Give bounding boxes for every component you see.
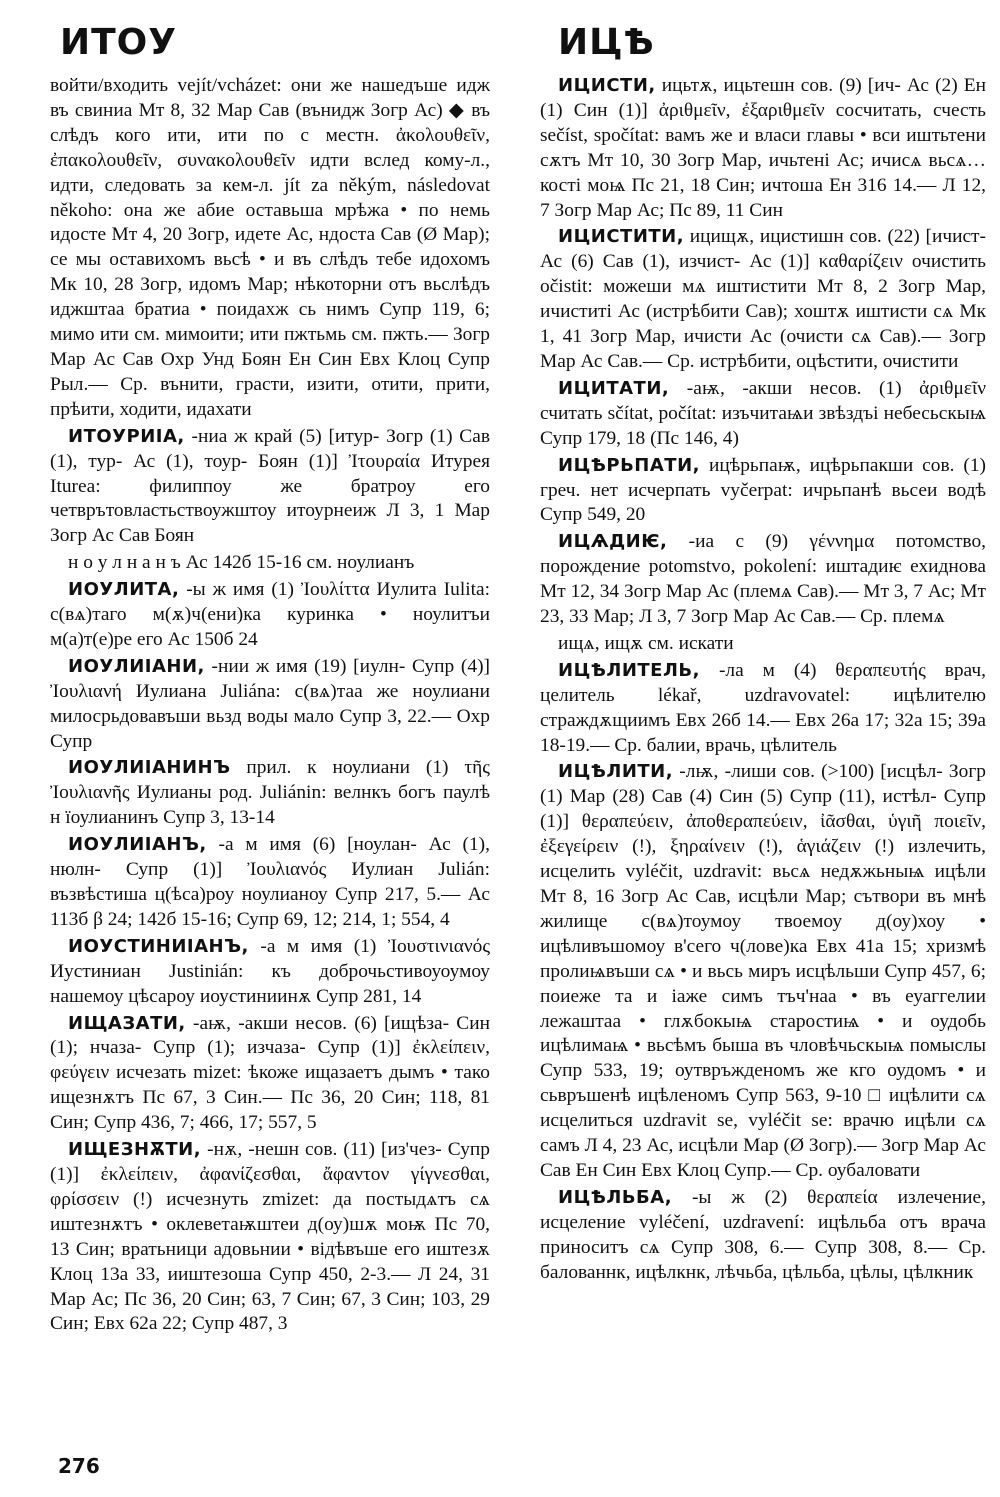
entry-text: н о у л н а н ъ Ас 142б 15-16 см. ноулианъ bbox=[68, 552, 415, 574]
dictionary-entry bbox=[540, 632, 986, 657]
page-number: 276 bbox=[58, 1454, 100, 1478]
dictionary-entry bbox=[50, 1138, 490, 1337]
dictionary-entry bbox=[50, 578, 490, 653]
dictionary-entry bbox=[50, 1012, 490, 1137]
entry-headword: ИТОУРИІА, bbox=[68, 425, 185, 447]
dictionary-entry bbox=[50, 935, 490, 1010]
entry-text: -аѭ, -акши несов. (1) ἀριθμεῖν считать sčítat, počítat: изъчитаѩи звѣздъі небесьскыѩ Супр 179, 18 (Пс 146, 4) bbox=[540, 377, 986, 449]
entry-headword: ИЦИСТИТИ, bbox=[558, 226, 685, 248]
entry-text: -ы ж (2) θεραπεία излечение, исцеление vyléčení, uzdravení: ицѣльба отъ врача приноситъ сѧ Супр 308, 6.— Супр 308, 8.— Ср. балованнк, ицѣлкнк, лѣчьба, цѣльба, цѣлы, цѣлкник bbox=[540, 1186, 986, 1283]
guide-word-right: ИЦѢ bbox=[558, 22, 655, 63]
guide-word-left: ИТОУ bbox=[60, 22, 178, 63]
entry-text: -ла м (4) θεραπευτής врач, целитель lékař, uzdravovatel: ицѣлителю страждѫщиимъ Евх 26б 14.— Евх 26а 17; 32а 15; 39а 18-19.— Ср. балии, врачь, цѣлитель bbox=[540, 659, 986, 756]
left-column bbox=[50, 74, 490, 1339]
dictionary-entry bbox=[50, 833, 490, 933]
entry-headword: ИЦИТАТИ, bbox=[558, 377, 670, 399]
dictionary-entry bbox=[540, 659, 986, 759]
entry-headword: ИЦИСТИ, bbox=[558, 75, 656, 96]
entry-headword: ИЩЕЗНѪТИ, bbox=[68, 1139, 202, 1161]
dictionary-entry bbox=[50, 655, 490, 755]
entry-headword: ИЦѢЛИТИ, bbox=[558, 761, 674, 783]
entry-headword: ИЦѢЛИТЕЛЬ, bbox=[558, 659, 700, 681]
entry-text: -лѭ, -лиши сов. (>100) [исцѣл- Зогр (1) Мар (28) Сав (4) Син (5) Супр (11), истѣл- Супр (1)] θεραπεύειν, ἀποθεραπεύειν, ἰᾶσθαι, ὑγιῆ ποιεῖν, ἐξεγείρειν (!), ξηραίνειν (!), ἁγιάζειν (!) излечить, исцелить vyléčit, uzdravit: вьсѧ недѫжьныѩ ицѣли Мт 8, 16 Зогр Ас Сав, исцѣли Мар; сътвори въ мнѣ жилище с(вѧ)тоумоу твоемоу д(оу)хоу • ицѣливъшомоу в'сего ч(лове)ка Евх 41а 15; хризмѣ пролиѩвъши сѧ • и вьсь миръ исцѣльши Супр 457, 6; поиеже та и іаже симъ тъч'наа • въ еуаггелии лежаштаа • глѫбокыѩ старостиѩ • и оудобь ицѣлимаѩ • вьсѣмъ быша въ чловѣчьскыѩ помыслы Супр 533, 19; оутвръжденомъ же кго оудомъ • и сьвръшенѣ ицѣленомъ Супр 563, 9-10 □ ицѣлити сѧ исцелиться uzdravit se, vyléčit se: врачю ицѣли сѧ самъ Л 4, 23 Ас, исцѣли Мар (Ø Зогр).— Зогр Мар Ас Сав Ен Син Евх Клоц Супр.— Ср. оубаловати bbox=[540, 761, 986, 1181]
entry-text: -аѭ, -акши несов. (6) [ищѣза- Син (1); нчаза- Супр (1); изчаза- Супр (1)] ἐκλείπειν, φεύγειν исчезать mizet: ѣкоже ищазаетъ дымъ • тако ищезнѫтъ Пс 67, 3 Син.— Пс 36, 20 Син; 118, 81 Син; Супр 436, 7; 466, 17; 557, 5 bbox=[50, 1012, 490, 1134]
entry-headword: ИОУЛИТА, bbox=[68, 579, 180, 601]
entry-text: прил. к ноулиани (1) τῆς Ἰουλιανῆς Иулианы род. Juliánin: велнкъ богъ паулѣ н їоулианинъ Супр 3, 13-14 bbox=[50, 757, 490, 829]
dictionary-entry bbox=[540, 225, 986, 374]
entry-headword: ИЦѦДИѤ, bbox=[558, 531, 668, 553]
entry-text: -иа с (9) γέννημα потомство, порождение potomstvo, pokolení: иштадиѥ ехиднова Мт 12, 34 Зогр Мар Ас (племѧ Сав).— Мт 3, 7 Ас; Мт 23, 33 Мар; Л 3, 7 Зогр Мар Ас Сав.— Ср. племѧ bbox=[540, 531, 986, 628]
right-column bbox=[540, 74, 986, 1288]
entry-text: ищѧ, ищѫ см. искати bbox=[558, 632, 734, 654]
entry-text: -ниа ж край (5) [итур- Зогр (1) Сав (1), тур- Ас (1), тоур- Боян (1)] Ἰτουραία Итурея Iturea: филиппоу же братроу его четврътовластьствоужштоу итоурнеиж Л 3, 1 Мар Зогр Ас Сав Боян bbox=[50, 425, 490, 547]
dictionary-entry bbox=[540, 1186, 986, 1286]
entry-text: -нии ж имя (19) [иулн- Супр (4)] Ἰουλιανή Иулиана Juliána: с(вѧ)таа же ноулиани милосрьдовавъши вьзд воды мало Супр 3, 22.— Охр Супр bbox=[50, 655, 490, 752]
entry-text: -нѫ, -нешн сов. (11) [из'чез- Супр (1)] ἐκλείπειν, ἀφανίζεσθαι, ἄφαντον γίγνεσθαι, φρίσσειν (!) исчезнуть zmizet: да постыдѧтъ сѧ иштезнѫтъ • оклеветаѭштеи д(оу)шѫ моѭ Пс 70, 13 Син; вратьници адовьнии • відѣвъше его иштезѫ Клоц 13а 33, ииштезоша Супр 450, 2-3.— Л 24, 31 Мар Ас; Пс 36, 20 Син; 63, 7 Син; 67, 3 Син; 103, 29 Син; Евх 62а 22; Супр 487, 3 bbox=[50, 1139, 491, 1335]
entry-headword: ИОУЛИІАНЪ, bbox=[68, 834, 207, 856]
entry-text: ицищѫ, ицистишн сов. (22) [ичист- Ас (6) Сав (1), изчист- Ас (1)] καθαρίζειν очистить očistit: можеши мѧ иштистити Мт 8, 2 Зогр Мар, ичиститі Ас (истрѣбити Сав); хоштѫ иштисти сѧ Мк 1, 41 Зогр Мар, ичисти Ас (очисти сѧ Сав).— Зогр Мар Ас Сав.— Ср. истрѣбити, оцѣстити, очистити bbox=[540, 226, 986, 372]
entry-text: войти/входить vejít/vcházet: они же нашедъше идж въ свиниа Мт 8, 32 Мар Сав (вънидж Зогр Ас) ◆ въ слѣдъ кого ити, ити по с местн. ἀκολουθεῖν, ἐπακολουθεῖν, συνακολουθεῖν идти вслед кому-л., идти, следовать за кем-л. jít za někým, následovat někoho: она же абие оставьша мрѣжа • по немь идосте Мт 4, 20 Зогр, идете Ас, ндоста Сав (Ø Мар); се мы оставихомъ вьсѣ • и въ слѣдъ тебе идохомъ Мк 10, 28 Зогр, идомъ Мар; нѣкоторни отъ вьслѣдъ иджштаа братиа • поидахж сь нимъ Супр 119, 6; мимо ити см. мимоити; ити пжтьмь см. пжть.— Зогр Мар Ас Сав Охр Унд Боян Ен Син Евх Клоц Супр Рыл.— Ср. вънити, грасти, изити, отити, прити, прѣити, ходити, идахати bbox=[50, 75, 490, 420]
dictionary-entry bbox=[540, 454, 986, 529]
entry-headword: ИОУЛИІАНИ, bbox=[68, 655, 205, 677]
entry-text: -а м имя (6) [ноулан- Ас (1), нюлн- Супр (1)] Ἰουλιανός Иулиан Julián: възвѣстиша ц(ѣса)роу ноулианоу Супр 217, 5.— Ас 113б β 24; 142б 15-16; Супр 69, 12; 214, 1; 554, 4 bbox=[50, 834, 490, 930]
entry-headword: ИОУСТИНИІАНЪ, bbox=[68, 935, 249, 957]
dictionary-entry bbox=[540, 377, 986, 452]
dictionary-entry bbox=[540, 530, 986, 630]
dictionary-entry bbox=[50, 756, 490, 831]
dictionary-entry bbox=[540, 760, 986, 1183]
entry-headword: ИЩАЗАТИ, bbox=[68, 1012, 186, 1034]
entry-text: ицьтѫ, ицьтешн сов. (9) [ич- Ас (2) Ен (1) Син (1)] ἀριθμεῖν, ἐξαριθμεῖν сосчитать, счесть sečíst, spočítat: вамъ же и власи главы • вси иштьтени сѫтъ Мт 10, 30 Зогр Мар, ичьтені Ас; ичисѧ вьсѧ… кості моѩ Пс 21, 18 Син; ичтоша Ен 316 14.— Л 12, 7 Зогр Мар Ас; Пс 89, 11 Син bbox=[540, 75, 986, 221]
entry-text: -а м имя (1) Ἰουστινιανός Иустиниан Justinián: къ доброчьстивоуоумоу нашемоу цѣсароу иоустиниинѫ Супр 281, 14 bbox=[50, 935, 490, 1007]
dictionary-entry bbox=[50, 425, 490, 550]
dictionary-entry bbox=[50, 74, 490, 423]
entry-text: ицѣрьпаѭ, ицѣрьпакши сов. (1) греч. нет исчерпать vyčerpat: ичрьпанѣ вьсеи водѣ Супр 549, 20 bbox=[540, 454, 986, 526]
entry-text: -ы ж имя (1) Ἰουλίττα Иулита Iulita: с(вѧ)таго м(ѫ)ч(ени)ка куринка • ноулитъи м(а)т(е)ре его Ас 150б 24 bbox=[50, 579, 490, 650]
entry-headword: ИОУЛИІАНИНЪ bbox=[68, 757, 231, 779]
entry-headword: ИЦѢРЬПАТИ, bbox=[558, 454, 700, 476]
dictionary-entry bbox=[540, 74, 986, 223]
entry-headword: ИЦѢЛЬБА, bbox=[558, 1186, 673, 1208]
dictionary-entry bbox=[50, 551, 490, 576]
